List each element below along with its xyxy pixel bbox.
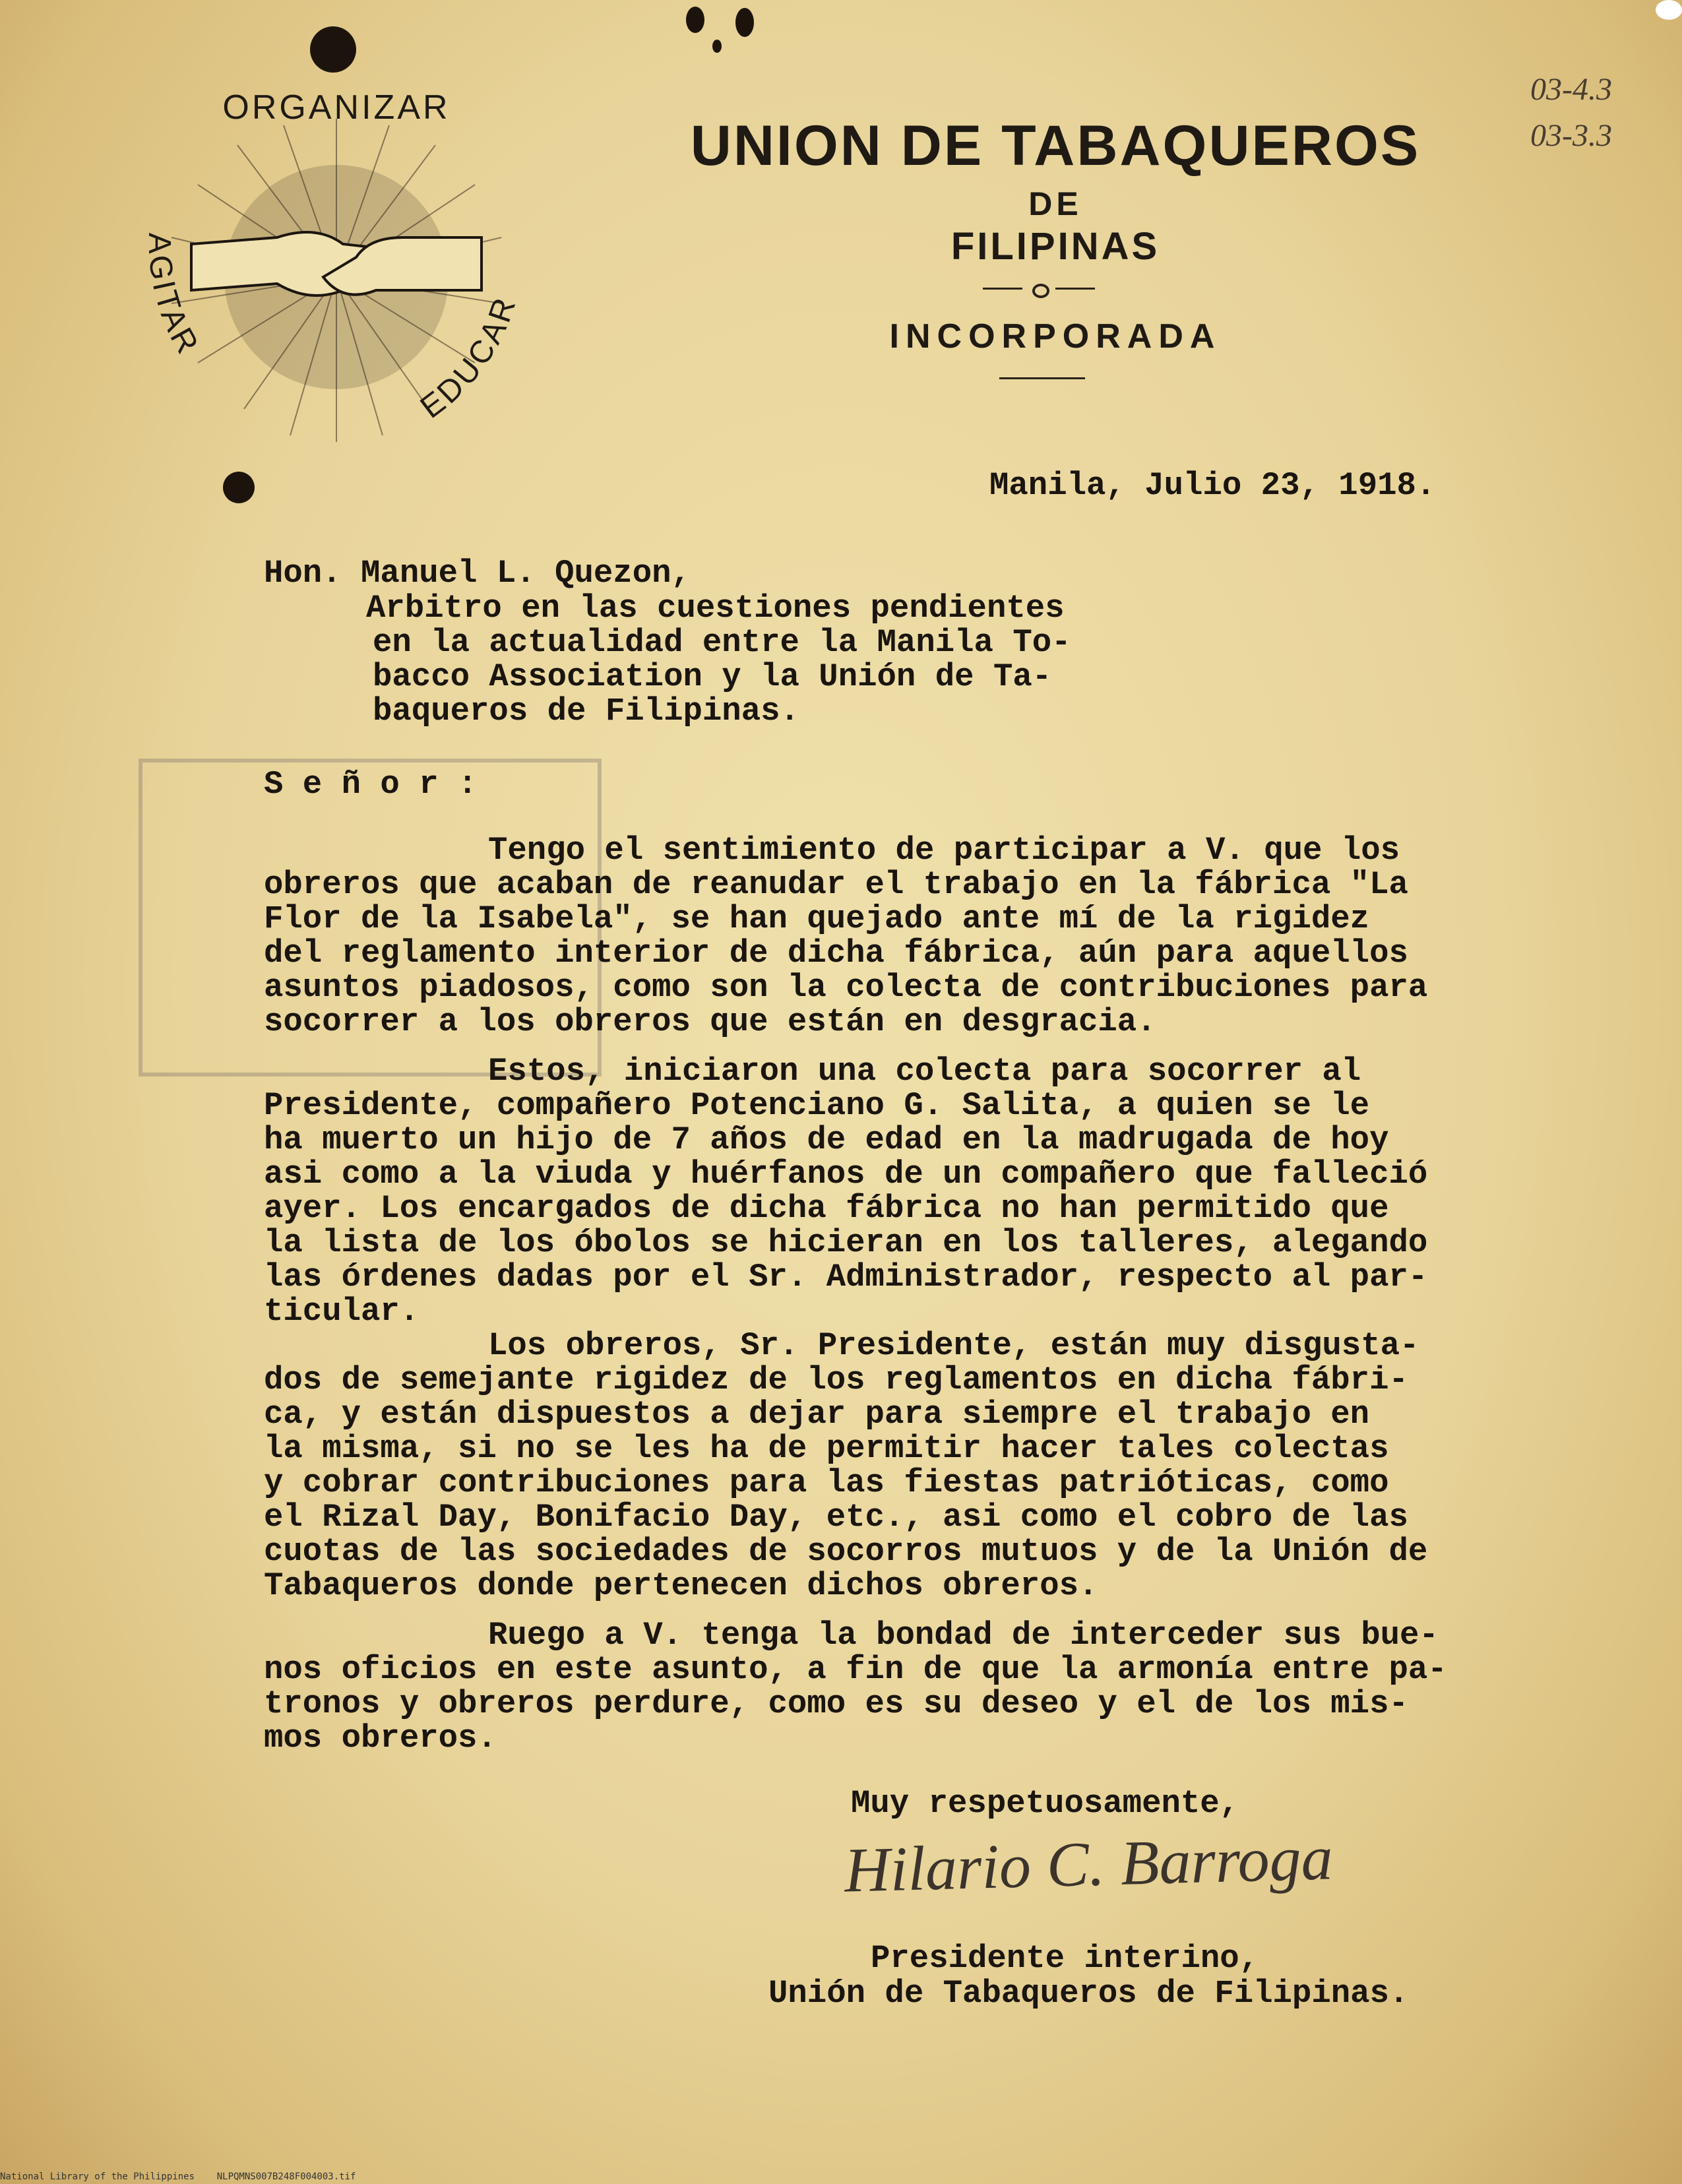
signer-title: Presidente interino, xyxy=(871,1940,1259,1977)
body-line: dos de semejante rigidez de los reglamentos en dicha fábri- xyxy=(264,1361,1408,1398)
divider xyxy=(1055,288,1095,290)
motto-left: AGITAR xyxy=(141,232,206,362)
body-line: obreros que acaban de reanudar el trabajo en la fábrica "La xyxy=(264,866,1408,903)
motto-right: EDUCAR xyxy=(414,291,524,425)
body-line: mos obreros. xyxy=(264,1720,497,1757)
body-line: ticular. xyxy=(264,1293,420,1330)
scan-footer: National Library of the Philippines NLPQMNS007B248F004003.tif xyxy=(0,2171,356,2182)
body-line: nos oficios en este asunto, a fin de que la armonía entre pa- xyxy=(264,1651,1447,1688)
ink-stain xyxy=(712,40,722,53)
body-line: cuotas de las sociedades de socorros mutuos y de la Unión de xyxy=(264,1533,1428,1570)
body-line: asi como a la viuda y huérfanos de un compañero que falleció xyxy=(264,1156,1428,1193)
body-line: ha muerto un hijo de 7 años de edad en la madrugada de hoy xyxy=(264,1121,1389,1158)
ink-stain xyxy=(310,26,356,73)
ink-stain xyxy=(686,7,704,33)
body-line: Tabaqueros donde pertenecen dichos obreros. xyxy=(264,1567,1098,1604)
addressee-line: Arbitro en las cuestiones pendientes xyxy=(366,590,1065,627)
addressee-line: Hon. Manuel L. Quezon, xyxy=(264,555,691,592)
ink-stain xyxy=(735,8,754,37)
body-line: Presidente, compañero Potenciano G. Salita, a quien se le xyxy=(264,1087,1370,1124)
body-line: y cobrar contribuciones para las fiestas patrióticas, como xyxy=(264,1464,1389,1501)
body-line: tronos y obreros perdure, como es su deseo y el de los mis- xyxy=(264,1685,1408,1722)
handshake-icon xyxy=(191,232,482,296)
letter-date: Manila, Julio 23, 1918. xyxy=(989,467,1436,504)
divider xyxy=(999,377,1085,379)
org-de: DE xyxy=(1028,185,1082,222)
body-line: ca, y están dispuestos a dejar para siempre el trabajo en xyxy=(264,1396,1370,1433)
addressee-line: bacco Association y la Unión de Ta- xyxy=(373,658,1052,695)
signature: Hilario C. Barroga xyxy=(843,1822,1334,1906)
addressee-line: en la actualidad entre la Manila To- xyxy=(373,624,1071,661)
body-line: asuntos piadosos, como son la colecta de contribuciones para xyxy=(264,969,1428,1006)
handshake-sunburst-logo xyxy=(125,79,547,449)
salutation: S e ñ o r : xyxy=(264,766,478,803)
body-line: socorrer a los obreros que están en desgracia. xyxy=(264,1003,1156,1040)
body-line: Flor de la Isabela", se han quejado ante mí de la rigidez xyxy=(264,900,1370,937)
closing: Muy respetuosamente, xyxy=(851,1785,1239,1822)
ink-stain xyxy=(223,472,255,503)
body-line: Ruego a V. tenga la bondad de interceder sus bue- xyxy=(488,1617,1439,1654)
org-country: FILIPINAS xyxy=(950,225,1160,268)
archive-mark: 03-4.3 xyxy=(1530,72,1612,107)
body-line: Los obreros, Sr. Presidente, están muy disgusta- xyxy=(488,1327,1419,1364)
body-line: ayer. Los encargados de dicha fábrica no han permitido que xyxy=(264,1190,1389,1227)
ink-stain xyxy=(1656,0,1682,20)
org-incorporated: INCORPORADA xyxy=(889,317,1222,356)
org-name: UNION DE TABAQUEROS xyxy=(690,114,1421,177)
motto-top: ORGANIZAR xyxy=(222,88,451,127)
divider-circle xyxy=(1032,284,1049,298)
body-line: las órdenes dadas por el Sr. Administrador, respecto al par- xyxy=(264,1259,1428,1295)
signer-org: Unión de Tabaqueros de Filipinas. xyxy=(768,1975,1409,2012)
body-line: el Rizal Day, Bonifacio Day, etc., asi como el cobro de las xyxy=(264,1499,1408,1536)
body-line: Estos, iniciaron una colecta para socorrer al xyxy=(488,1053,1361,1090)
body-line: del reglamento interior de dicha fábrica, aún para aquellos xyxy=(264,935,1408,972)
body-line: Tengo el sentimiento de participar a V. que los xyxy=(488,832,1400,869)
archive-mark: 03-3.3 xyxy=(1530,118,1612,153)
addressee-line: baqueros de Filipinas. xyxy=(373,693,799,730)
body-line: la misma, si no se les ha de permitir hacer tales colectas xyxy=(264,1430,1389,1467)
divider xyxy=(983,288,1022,290)
body-line: la lista de los óbolos se hicieran en los talleres, alegando xyxy=(264,1224,1428,1261)
